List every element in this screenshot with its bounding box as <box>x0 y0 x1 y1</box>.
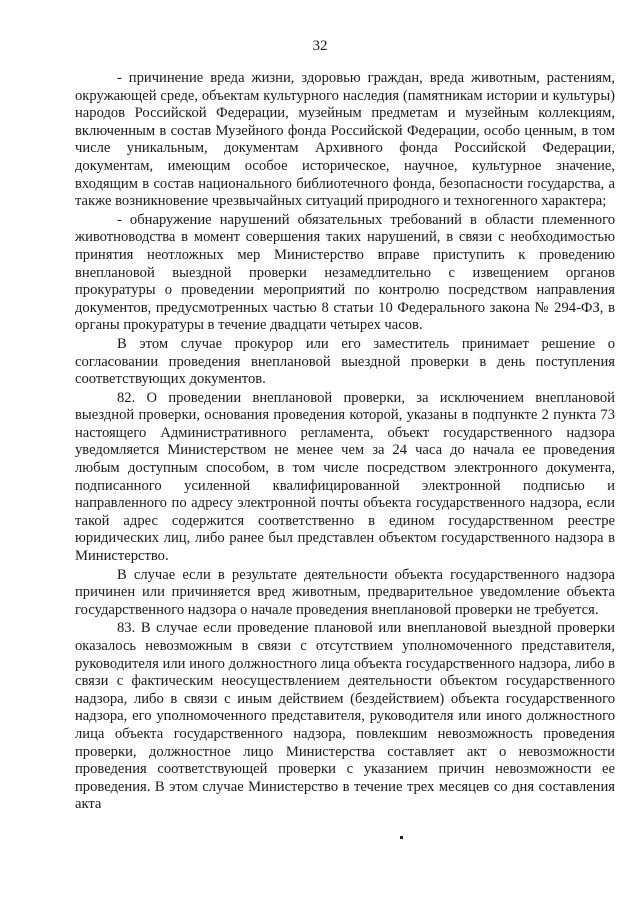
paragraph-clause-82: 82. О проведении внеплановой проверки, за исключением внеплановой выездной проверки, основания проведения которой, указаны в подпункте 2 пункта 73 настоящего Административного регламента, объект государственного надзора уведомляется Министерством не менее чем за 24 часа до начала ее проведения любым доступным способом, в том числе посредством электронного документа, подписанного усиленной квалифицированной электронной подписью и направленного по адресу электронной почты объекта государственного надзора, если такой адрес содержится соответственно в едином государственном реестре юридических лиц, либо ранее был представлен объектом государственного надзора в Министерство. <box>75 389 615 565</box>
paragraph-prosecutor-approval: В этом случае прокурор или его заместитель принимает решение о согласовании проведения внеплановой выездной проверки в день поступления соответствующих документов. <box>75 335 615 388</box>
paragraph-harm-list-item: - причинение вреда жизни, здоровью граждан, вреда животным, растениям, окружающей среде, объектам культурного наследия (памятникам истории и культуры) народов Российской Федерации, музейным предметам и музейным коллекциям, включенным в состав Музейного фонда Российской Федерации, особо ценным, в том числе уникальным, документам Архивного фонда Российской Федерации, документам, имеющим особое историческое, научное, культурное значение, входящим в состав национального библиотечного фонда, безопасности государства, а также возникновение чрезвычайных ситуаций природного и техногенного характера; <box>75 70 615 210</box>
paragraph-no-notice-required: В случае если в результате деятельности объекта государственного надзора причинен или причиняется вред животным, предварительное уведомление объекта государственного надзора о начале проведения внеплановой проверки не требуется. <box>75 566 615 618</box>
scan-speck <box>400 836 403 839</box>
paragraph-violation-list-item: - обнаружение нарушений обязательных требований в области племенного животноводства в момент совершения таких нарушений, в связи с необходимостью принятия неотложных мер Министерство вправе приступить к проведению внеплановой выездной проверки незамедлительно с извещением органов прокуратуры о проведении мероприятий по контролю посредством направления документов, предусмотренных частью 8 статьи 10 Федерального закона № 294-ФЗ, в органы прокуратуры в течение двадцати четырех часов. <box>75 211 615 334</box>
document-body <box>75 70 615 814</box>
paragraph-clause-83: 83. В случае если проведение плановой или внеплановой выездной проверки оказалось невозможным в связи с отсутствием уполномоченного представителя, руководителя или иного должностного лица объекта государственного надзора, либо в связи с фактическим неосуществлением деятельности объектом государственного надзора, либо в связи с иным действием (бездействием) объекта государственного надзора, его уполномоченного представителя, руководителя или иного должностного лица объекта государственного надзора, повлекшим невозможность проведения проверки, должностное лицо Министерства составляет акт о невозможности проведения соответствующей проверки с указанием причин невозможности ее проведения. В этом случае Министерство в течение трех месяцев со дня составления акта <box>75 620 615 813</box>
page-number: 32 <box>312 38 328 54</box>
